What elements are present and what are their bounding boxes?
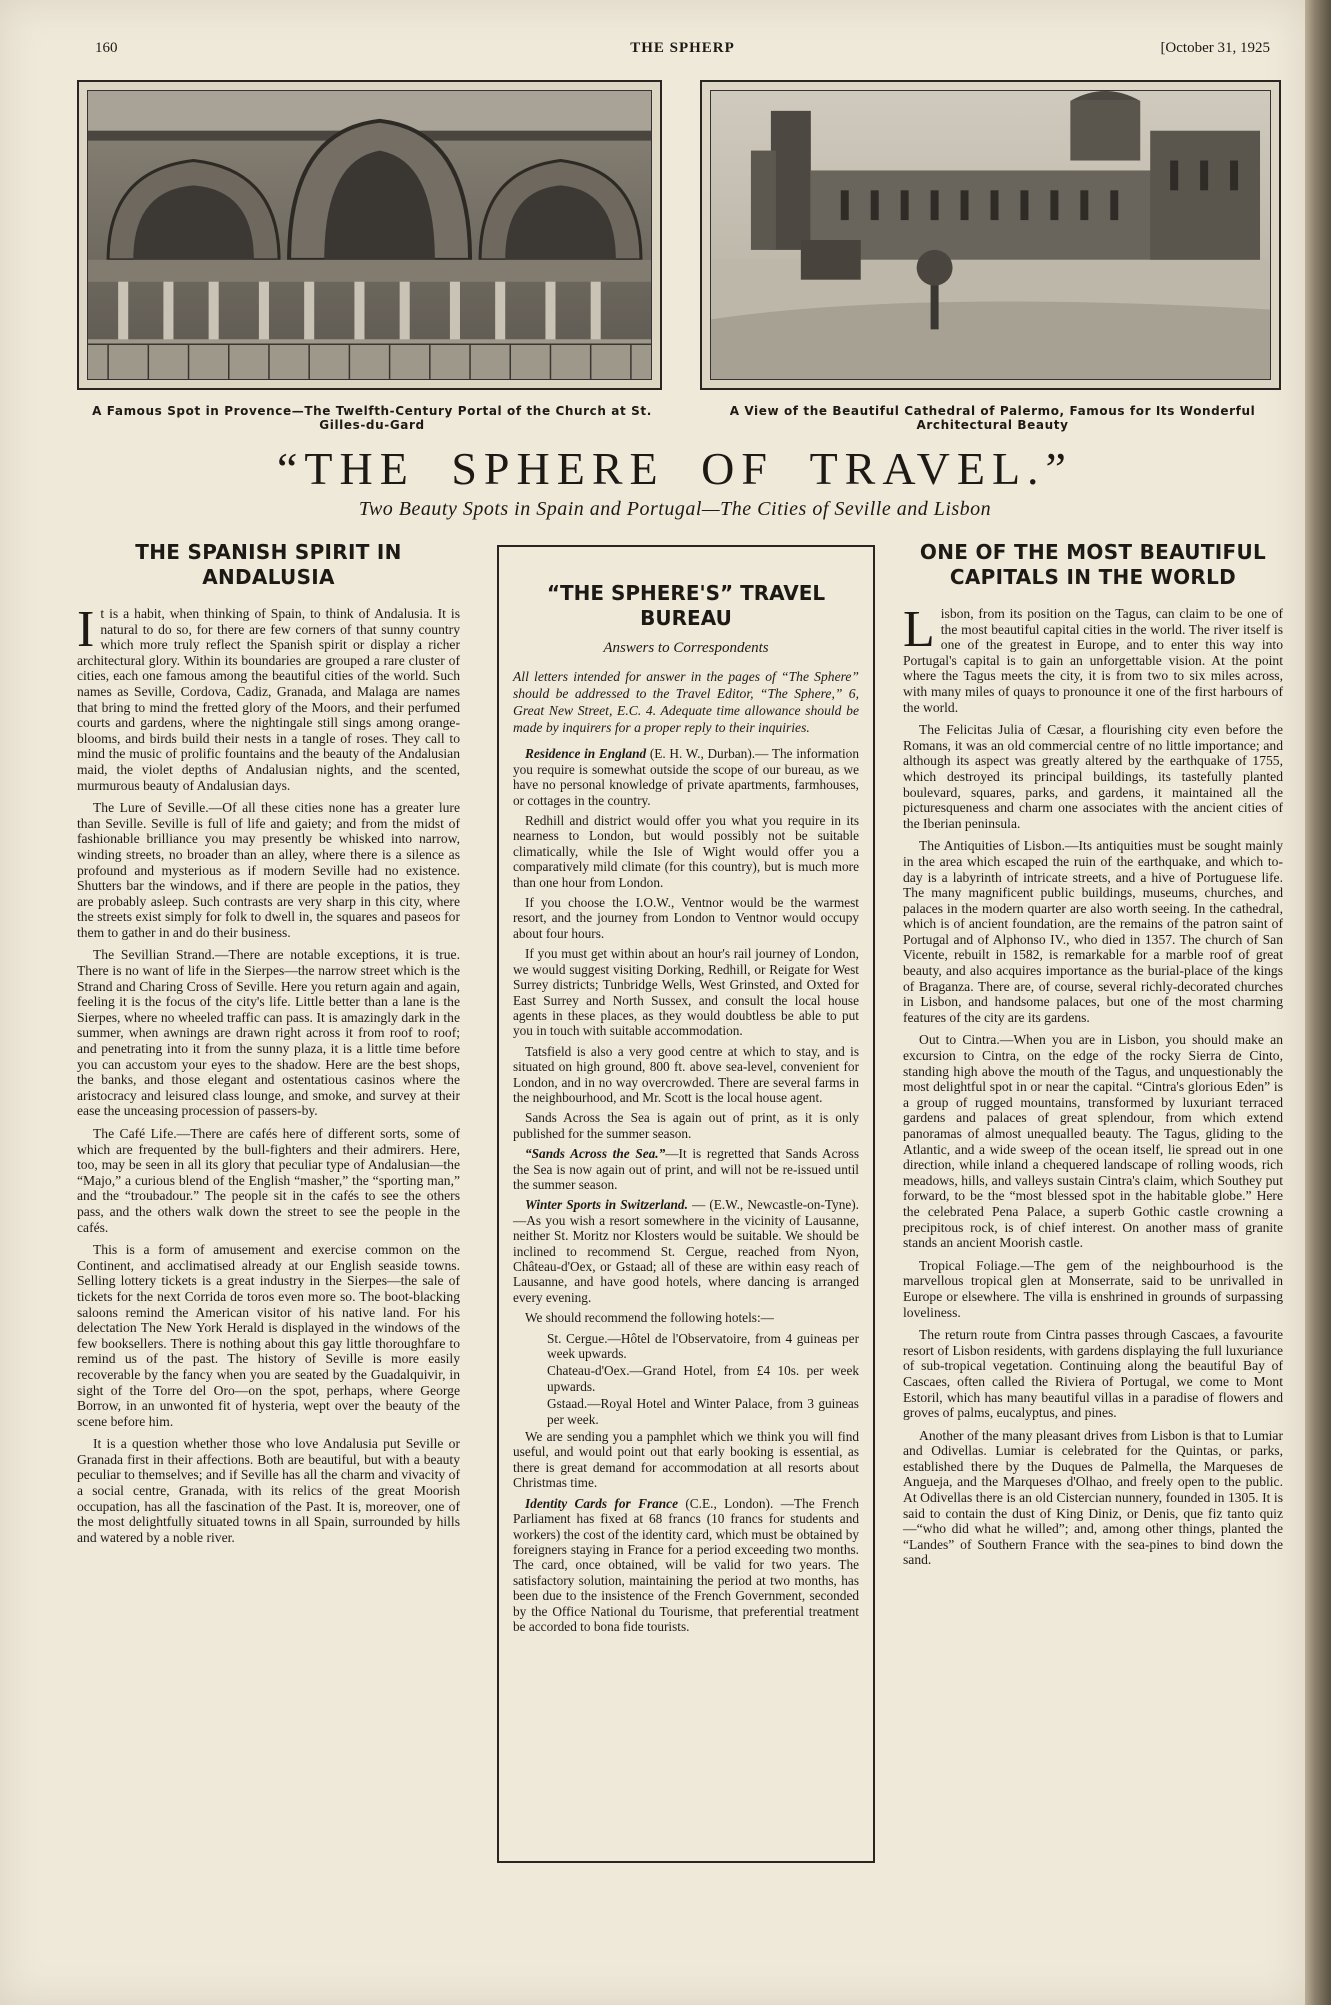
photo-caption-palermo: A View of the Beautiful Cathedral of Palermo, Famous for Its Wonderful Architectural Beauty xyxy=(729,404,1256,432)
article-title-lisbon: ONE OF THE MOST BEAUTIFUL CAPITALS IN THE WORLD xyxy=(919,540,1267,589)
photo-caption-provence: A Famous Spot in Provence—The Twelfth-Century Portal of the Church at St. Gilles-du-Gard xyxy=(92,404,652,432)
hotel-entry: St. Cergue.—Hôtel de l'Observatoire, from 4 guineas per week upwards. xyxy=(547,1330,859,1362)
bureau-answer: Identity Cards for France (C.E., London). —The French Parliament has fixed at 68 francs (10 francs for students and workers) the cost of the identity card, which must be obtained by foreigners staying in France for a period exceeding two months. The card, once obtained, will be valid for two years. The satisfactory solution, maintaining the period at two months, has been due to the insistence of the French Government, seconded by the Office National du Tourisme, that preferential treatment be accorded to bona fide tourists. xyxy=(513,1495,859,1634)
church-portal-image xyxy=(88,91,651,379)
article-paragraph: The return route from Cintra passes through Cascaes, a favourite resort of Lisbon residents, with gardens displaying the full luxuriance of sub-tropical vegetation. Continuing along the beautiful Bay of Cascaes, often called the Riviera of Portugal, we come to Mont Estoril, which has many beautiful villas in a paradise of flowers and groves of palms, eucalyptus, and pines. xyxy=(903,1327,1283,1421)
bureau-title: “THE SPHERE'S” TRAVEL BUREAU xyxy=(546,581,826,630)
issue-date: [October 31, 1925 xyxy=(1160,40,1270,56)
article-paragraph: The Lure of Seville.—Of all these cities none has a greater lure than Seville. Seville is full of life and gaiety; and from the midst of fashionable brilliance you may presently be whisked into narrow, winding streets, no broader than an alley, where there is a silence as profound and mysterious as if modern Seville had no existence. Shutters bar the windows, and if there are people in the patios, they are probably asleep. Such contrasts are very sharp in this city, where the streets exist simply for folk to dwell in, the squares and paseos for them to gather in and do their business. xyxy=(77,800,460,940)
article-paragraph: Another of the many pleasant drives from Lisbon is that to Lumiar and Odivellas. Lumiar is celebrated for the Quintas, or parks, established there by the Duques de Palmella, the Marqueses de Angueja, and the Marqueses d'Olhao, and freely open to the public. At Odivellas there is an old Cistercian nunnery, founded in 1305. It is said to contain the dust of King Diniz, or Denis, que fiz tanto quiz—“who did what he willed”; and, among other things, planted the “Landes” of Southern France with the sea-pines to bind down the sand. xyxy=(903,1427,1283,1568)
bureau-answer: Residence in England (E. H. W., Durban).— The information you require is somewhat outside the scope of our bureau, as we have no personal knowledge of private apartments, farmhouses, or cottages in the country. xyxy=(513,746,859,808)
article-paragraph: Lisbon, from its position on the Tagus, can claim to be one of the most beautiful capital cities in the world. The river itself is one of the greatest in Europe, and to enter this way into Portugal's capital is to gain an unforgettable vision. At the point where the Tagus meets the city, it is from two to six miles across, with many miles of quays to pronounce it one of the first harbours of the world. xyxy=(903,601,1283,715)
travel-bureau-box xyxy=(497,545,875,1863)
bureau-answer: Tatsfield is also a very good centre at which to stay, and is situated on high ground, 800 ft. above sea-level, convenient for London, and in no way overcrowded. There are several farms in the neighbourhood, and Mr. Scott is the local house agent. xyxy=(513,1043,859,1105)
bureau-answer: Redhill and district would offer you what you require in its nearness to London, but would possibly not be suitable climatically, while the Isle of Wight would offer you a comparatively mild climate (for this country), but is much more than one hour from London. xyxy=(513,813,859,890)
drop-cap: L xyxy=(903,601,935,658)
article-andalusia xyxy=(77,540,460,1552)
drop-cap: I xyxy=(77,601,95,658)
article-paragraph: The Felicitas Julia of Cæsar, a flourishing city even before the Romans, it was an old commercial centre of no little importance; and although its aspect was greatly altered by the earthquake of 1755, which destroyed its principal buildings, its tastefully planted boulevard, squares, parks, and gardens, it maintained all the picturesqueness and charm one associates with the ancient cities of the Iberian peninsula. xyxy=(903,722,1283,831)
article-paragraph: Out to Cintra.—When you are in Lisbon, you should make an excursion to Cintra, on the edge of the rocky Sierra de Cinto, standing high above the mouth of the Tagus, and unquestionably the most delightful spot in or near the capital. “Cintra's glorious Eden” is a group of rugged mountains, transformed by luxuriant terraced gardens and palaces of great splendour, from which extend panoramas of almost unequalled beauty. The Tagus, gliding to the Atlantic, and a wide sweep of the ocean itself, lie spread out in one direction, while inland a chequered landscape of rolling woods, rich meadows, hills, and valleys sustain Cintra's claim, which Southey put forward, to be the “most blessed spot in the habitable globe.” Here the celebrated Pena Palace, a superb Gothic castle crowning a precipitous rock, is of chief interest. On another mass of granite stands an ancient Moorish castle. xyxy=(903,1032,1283,1251)
running-head xyxy=(95,40,1270,62)
bureau-notice: All letters intended for answer in the pages of “The Sphere” should be addressed to the Travel Editor, “The Sphere,” 6, Great New Street, E.C. 4. Adequate time allowance should be made by inquirers for a proper reply to their inquiries. xyxy=(513,669,859,736)
bureau-answer: Winter Sports in Switzerland. — (E.W., Newcastle-on-Tyne).—As you wish a resort somewhere in the vicinity of Lausanne, neither St. Moritz nor Klosters would be suitable. We should be inclined to recommend St. Cergue, reached from Nyon, Château-d'Oex, or Gstaad; all of these are within easy reach of Lausanne, and have good hotels, where dancing is arranged every evening. xyxy=(513,1197,859,1305)
hotel-entry: Chateau-d'Oex.—Grand Hotel, from £4 10s. per week upwards. xyxy=(547,1363,859,1394)
article-paragraph: The Sevillian Strand.—There are notable exceptions, it is true. There is no want of life in the Sierpes—the narrow street which is the Strand and Charing Cross of Seville. Here you return again and again, feeling it is the focus of the city's life. Little better than a lane is the Sierpes, where no wheeled traffic can pass. It is amazingly dark in the summer, when awnings are drawn right across it from roof to roof; and penetrating into it from the sunny plaza, it is a little time before you can accustom your eyes to the shadow. Here are the best shops, the banks, and those elegant and ostentatious casinos where the aristocracy and leisured class lounge, and smoke, and survey at their ease the unceasing procession of passers-by. xyxy=(77,947,460,1119)
article-paragraph: It is a question whether those who love Andalusia put Seville or Granada first in their affections. Both are beautiful, but with a beauty peculiar to themselves; and if Seville has all the charm and vivacity of a social centre, Granada, with its relics of the great Moorish occupation, has all the fascination of the Past. It is, moreover, one of the most delightfully situated towns in all Spain, surrounded by hills and watered by a noble river. xyxy=(77,1436,460,1545)
bureau-subtitle: Answers to Correspondents xyxy=(603,640,769,656)
article-paragraph: The Café Life.—There are cafés here of different sorts, some of which are frequented by the bull-fighters and their admirers. Here, too, may be seen in all its glory that peculiar type of Andalusian—the “Majo,” a curious blend of the English “masher,” the “sporting man,” and the “troubadour.” The people sit in the cafés to see the others pass, and the others walk down the street to see the people in the cafés. xyxy=(77,1126,460,1235)
photo-st-gilles-portal xyxy=(77,80,662,390)
magazine-title: THE SPHERP xyxy=(630,40,735,56)
bureau-answer: Sands Across the Sea is again out of print, as it is only published for the summer season. xyxy=(513,1110,859,1141)
page-subhead: Two Beauty Spots in Spain and Portugal—The Cities of Seville and Lisbon xyxy=(358,498,992,520)
bureau-answer: If you choose the I.O.W., Ventnor would be the warmest resort, and the journey from London to Ventnor would occupy about four hours. xyxy=(513,895,859,941)
article-paragraph: Tropical Foliage.—The gem of the neighbourhood is the marvellous tropical glen at Monserrate, said to be unrivalled in Europe or elsewhere. The villa is enshrined in grounds of surpassing loveliness. xyxy=(903,1257,1283,1320)
article-paragraph: It is a habit, when thinking of Spain, to think of Andalusia. It is natural to do so, for there are few corners of that sunny country which more truly reflect the Spanish spirit or display a richer architectural glory. Within its boundaries are grouped a rare cluster of cities, each one famous among the beautiful cities of the world. Such names as Seville, Cordova, Cadiz, Granada, and Malaga are names that bring to mind the fretted glory of the Moors, and their perfumed courts and gardens, where the nightingale still sings among orange-blooms, and birds build their nests in a tangle of roses. They call to mind the music of prolific fountains and the beauty of the Andalusian maid, the violet depths of Andalusian nights, and the scented, murmurous beauty of Andalusian days. xyxy=(77,601,460,793)
article-title-andalusia: THE SPANISH SPIRIT IN ANDALUSIA xyxy=(135,540,402,589)
hotel-entry: Gstaad.—Royal Hotel and Winter Palace, from 3 guineas per week. xyxy=(547,1396,859,1427)
bureau-answer: If you must get within about an hour's rail journey of London, we would suggest visiting Dorking, Redhill, or Reigate for West Surrey districts; Tunbridge Wells, West Grinsted, and Oxted for East Surrey and North Sussex, and consult the local house agents in these places, as they would doubtless be able to put you in touch with suitable accommodation. xyxy=(513,946,859,1039)
page-edge xyxy=(1305,0,1331,2005)
bureau-answer: We are sending you a pamphlet which we think you will find useful, and would point out that early booking is essential, as there is great demand for accommodation at all resorts about Christmas time. xyxy=(513,1429,859,1491)
article-paragraph: The Antiquities of Lisbon.—Its antiquities must be sought mainly in the area which escaped the ruin of the earthquake, and which to-day is a labyrinth of intricate streets, and a hive of Portuguese life. The many magnificent public buildings, museums, churches, and palaces in the modern quarter are also worth seeing. In the cathedral, which is of ancient foundation, are the remains of the patron saint of Portugal and of Alphonso IV., who died in 1357. The church of San Vicente, rebuilt in 1582, is remarkable for a marble roof of great beauty, and also acquires importance as the burial-place of the kings of Braganza. There are, of course, several richly-decorated churches in Lisbon, and handsome palaces, but one of the most charming features of the city are its gardens. xyxy=(903,838,1283,1025)
bureau-answer: “Sands Across the Sea.”—It is regretted that Sands Across the Sea is now again out of print, and will not be re-issued until the summer season. xyxy=(513,1146,859,1192)
article-paragraph: This is a form of amusement and exercise common on the Continent, and acclimatised already at our English seaside towns. Selling lottery tickets is a great industry in the Sierpes—the sale of tickets for the next Corrida de toros even more so. The boot-blacking saloons remind the American visitor of his native land. For his delectation The New York Herald is displayed in the windows of the few booksellers. There is nothing about this gay little thoroughfare to remind us of the past. The history of Seville is more easily recoverable by the fancy when you are seated by the Guadalquivir, in sight of the Torre del Oro—on the spot, perhaps, where George Borrow, in an unwonted fit of hysteria, wept over the beauty of the scene before him. xyxy=(77,1242,460,1429)
article-lisbon xyxy=(903,540,1283,1575)
photo-palermo-cathedral xyxy=(700,80,1281,390)
page-number: 160 xyxy=(95,40,118,56)
cathedral-image xyxy=(711,91,1270,379)
bureau-answer: We should recommend the following hotels:— xyxy=(525,1310,774,1326)
page-headline: “THE SPHERE OF TRAVEL.” xyxy=(277,443,1073,494)
